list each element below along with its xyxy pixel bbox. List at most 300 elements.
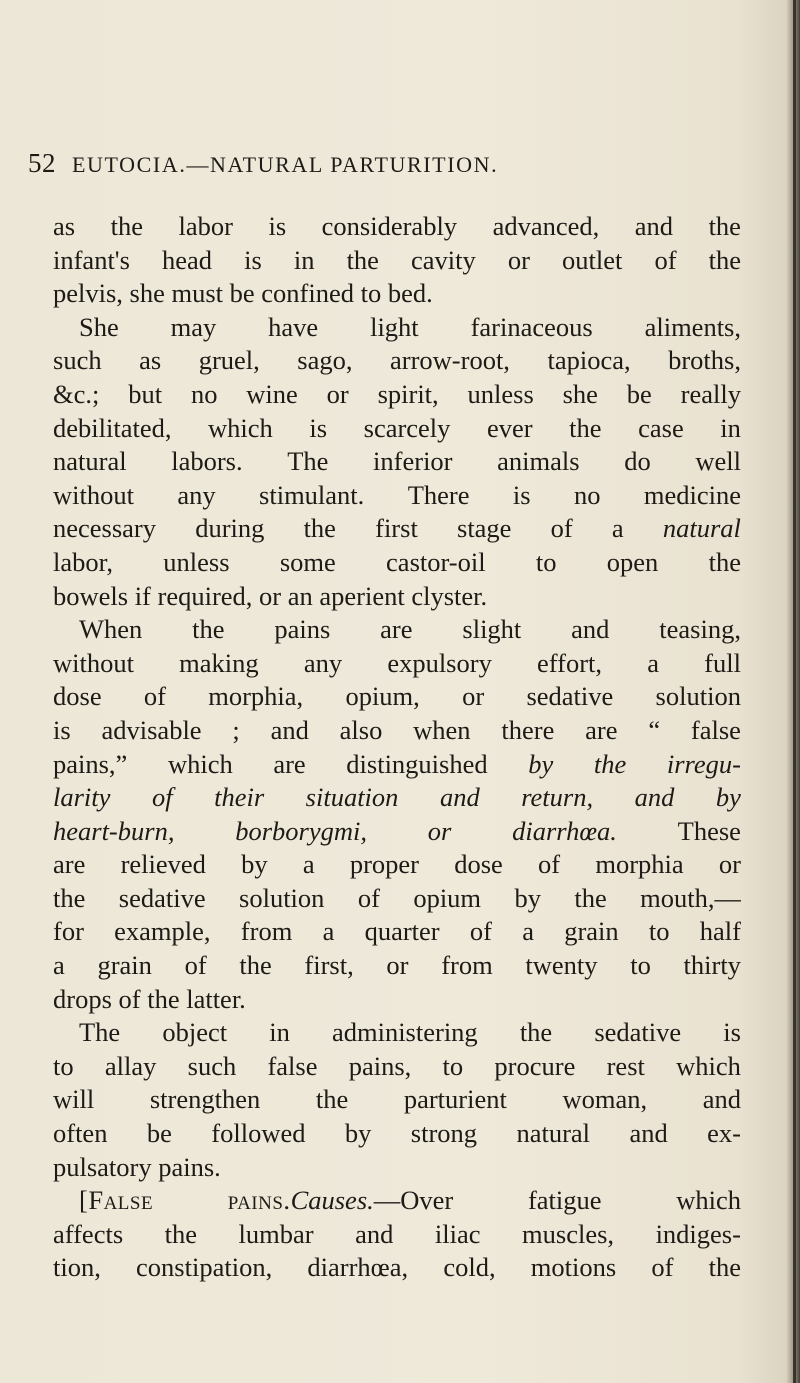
word xyxy=(53,1251,101,1285)
word xyxy=(211,1117,305,1151)
text-run: is xyxy=(723,1017,741,1048)
text-run: by xyxy=(344,1118,372,1149)
word xyxy=(53,848,85,882)
word xyxy=(378,378,439,412)
text-run: farinaceous xyxy=(470,311,593,342)
text-run: advanced, xyxy=(492,211,600,241)
word xyxy=(709,1251,741,1285)
word xyxy=(656,1218,741,1252)
text-run: or xyxy=(462,681,485,712)
word xyxy=(520,1016,552,1050)
word xyxy=(373,445,452,479)
text-run: a xyxy=(53,950,65,981)
text-run: muscles, xyxy=(522,1218,615,1249)
word xyxy=(470,915,492,949)
word xyxy=(268,210,286,244)
text-line xyxy=(53,546,741,580)
word xyxy=(271,714,309,748)
text-run: but xyxy=(128,378,163,409)
text-run: spirit, xyxy=(377,378,439,409)
word xyxy=(162,244,212,278)
text-run: first xyxy=(375,513,418,544)
text-line xyxy=(53,983,741,1017)
text-run: —Over xyxy=(373,1185,454,1216)
word xyxy=(494,1050,575,1084)
text-run: iliac xyxy=(434,1218,481,1249)
word xyxy=(53,546,113,580)
italic-text: by xyxy=(528,748,554,779)
word xyxy=(179,647,259,681)
word xyxy=(208,412,273,446)
text-run: from xyxy=(441,950,493,981)
text-run: arrow-root, xyxy=(390,345,510,376)
text-run: the xyxy=(164,1218,198,1249)
word xyxy=(246,378,298,412)
word xyxy=(163,546,229,580)
word xyxy=(53,479,134,513)
text-run: is xyxy=(512,479,531,510)
text-run: morphia xyxy=(595,849,684,880)
text-run: relieved xyxy=(120,849,206,880)
word xyxy=(322,210,457,244)
text-run: The xyxy=(79,1017,121,1048)
word xyxy=(695,445,741,479)
text-run: medicine xyxy=(643,479,741,510)
word xyxy=(443,1251,495,1285)
text-run: also xyxy=(339,714,383,745)
word xyxy=(594,748,626,782)
text-run: a xyxy=(611,513,624,544)
text-run: sago, xyxy=(297,345,353,376)
word xyxy=(607,546,659,580)
word xyxy=(332,1016,478,1050)
text-run: parturient xyxy=(403,1084,507,1115)
word xyxy=(347,244,379,278)
text-run: advisable xyxy=(101,714,202,745)
word xyxy=(136,1251,272,1285)
word xyxy=(471,311,593,345)
text-run: considerably xyxy=(321,211,458,241)
text-run: some xyxy=(279,546,336,577)
text-run: the xyxy=(708,244,741,275)
text-run: followed xyxy=(211,1118,306,1149)
word xyxy=(659,613,741,647)
word xyxy=(595,848,683,882)
word xyxy=(651,1251,673,1285)
word xyxy=(528,1184,602,1218)
word xyxy=(607,1050,645,1084)
text-run: without xyxy=(53,647,134,678)
word xyxy=(644,479,741,513)
text-line xyxy=(53,1251,741,1285)
text-line xyxy=(53,1151,741,1185)
text-run: sedative xyxy=(118,882,206,913)
text-run: are xyxy=(273,748,306,779)
word xyxy=(574,882,606,916)
text-run: opium, xyxy=(345,681,420,712)
word xyxy=(304,647,342,681)
word xyxy=(487,412,533,446)
word xyxy=(185,949,207,983)
word xyxy=(150,1083,260,1117)
text-line xyxy=(53,680,741,714)
word xyxy=(53,445,127,479)
text-run: and xyxy=(571,614,610,645)
text-run: of xyxy=(550,513,573,544)
text-run: diarrhœa, xyxy=(307,1252,409,1283)
word xyxy=(304,949,353,983)
text-line xyxy=(53,311,741,345)
word xyxy=(594,1016,681,1050)
text-line xyxy=(53,848,741,882)
text-run: which xyxy=(676,1050,741,1081)
word xyxy=(375,512,418,546)
word xyxy=(53,210,75,244)
italic-text: Causes. xyxy=(290,1185,374,1216)
text-line xyxy=(53,1050,741,1084)
text-run: of xyxy=(357,882,380,913)
word xyxy=(512,815,617,849)
text-run: cold, xyxy=(443,1252,496,1283)
word xyxy=(228,1184,453,1218)
page-header xyxy=(28,148,768,178)
text-run: solution xyxy=(239,882,325,913)
word xyxy=(411,244,476,278)
text-run: by xyxy=(241,849,268,880)
word xyxy=(192,613,224,647)
text-run: dose xyxy=(454,849,503,880)
text-run: in xyxy=(269,1017,290,1048)
text-run: the xyxy=(708,1252,741,1283)
word xyxy=(513,479,531,513)
text-line xyxy=(53,781,741,815)
text-run: pelvis, she must be confined to bed. xyxy=(53,278,433,309)
word xyxy=(493,210,600,244)
text-run: is xyxy=(309,412,328,443)
word xyxy=(719,848,741,882)
text-run: or xyxy=(326,378,349,409)
word xyxy=(716,781,741,815)
text-run: quarter xyxy=(364,916,440,947)
text-line xyxy=(53,210,741,244)
text-run: do xyxy=(624,446,651,477)
word xyxy=(547,344,630,378)
word xyxy=(563,378,598,412)
text-run: bowels if required, or an aperient clyster. xyxy=(53,580,488,611)
text-run: the xyxy=(519,1017,553,1048)
word xyxy=(386,546,486,580)
word xyxy=(268,311,318,345)
italic-text: return, xyxy=(521,782,594,813)
text-run: really xyxy=(680,378,741,409)
word xyxy=(79,1184,153,1218)
word xyxy=(303,848,315,882)
word xyxy=(630,949,651,983)
word xyxy=(525,949,597,983)
binding-edge xyxy=(793,0,796,1383)
text-run: false xyxy=(690,714,741,745)
word xyxy=(516,1117,590,1151)
word xyxy=(462,613,521,647)
text-run: the xyxy=(53,882,86,913)
text-run: to xyxy=(535,546,557,577)
word xyxy=(53,378,99,412)
text-run: administering xyxy=(331,1017,478,1048)
word xyxy=(105,1050,157,1084)
text-run: These xyxy=(677,815,741,846)
word xyxy=(114,915,210,949)
word xyxy=(564,915,618,949)
text-run: strong xyxy=(410,1118,478,1149)
text-run: are xyxy=(53,849,86,880)
text-run: wine xyxy=(246,378,298,409)
word xyxy=(177,479,215,513)
text-run: fatigue xyxy=(527,1185,602,1216)
italic-text: situation xyxy=(305,782,399,813)
text-run: of xyxy=(184,950,207,981)
text-run: grain xyxy=(564,916,619,947)
italic-text: or xyxy=(427,815,452,846)
word xyxy=(468,378,534,412)
italic-text: by xyxy=(715,782,741,813)
word xyxy=(273,748,305,782)
text-run: and xyxy=(629,1118,668,1149)
word xyxy=(53,1218,123,1252)
text-run: stage xyxy=(457,513,512,544)
text-run: to xyxy=(442,1050,464,1081)
word xyxy=(269,1016,290,1050)
text-line xyxy=(53,815,741,849)
word xyxy=(297,344,352,378)
word xyxy=(53,815,174,849)
word xyxy=(364,412,451,446)
word xyxy=(562,1083,647,1117)
word xyxy=(199,344,260,378)
word xyxy=(709,546,741,580)
text-run: pains xyxy=(274,614,331,645)
text-run: example, xyxy=(114,916,211,947)
word xyxy=(195,512,264,546)
text-run: tion, xyxy=(53,1252,101,1283)
text-run: open xyxy=(606,546,659,577)
word xyxy=(53,1117,107,1151)
word xyxy=(522,1218,614,1252)
text-run: motions xyxy=(530,1252,617,1283)
word xyxy=(345,1117,372,1151)
word xyxy=(700,915,741,949)
word xyxy=(585,714,617,748)
text-run: no xyxy=(190,378,218,409)
word xyxy=(562,244,622,278)
text-run: morphia, xyxy=(208,681,304,712)
word xyxy=(267,1050,317,1084)
word xyxy=(147,1117,172,1151)
word xyxy=(656,680,741,714)
word xyxy=(404,1083,507,1117)
text-line xyxy=(53,1117,741,1151)
word xyxy=(709,244,741,278)
text-run: &c.; xyxy=(53,378,100,409)
word xyxy=(663,512,741,546)
word xyxy=(239,1218,314,1252)
text-run: affects xyxy=(53,1218,124,1249)
text-run: slight xyxy=(462,614,522,645)
word xyxy=(349,1050,412,1084)
word xyxy=(638,412,684,446)
word xyxy=(346,748,487,782)
text-run: is xyxy=(268,211,287,241)
text-run: any xyxy=(177,479,216,510)
text-run: ; xyxy=(232,714,240,745)
text-run: there xyxy=(501,714,555,745)
word xyxy=(53,512,156,546)
text-run: labor, xyxy=(53,546,114,577)
text-line xyxy=(53,445,741,479)
text-run: broths, xyxy=(668,345,741,376)
text-run: a xyxy=(647,647,659,678)
word xyxy=(569,412,601,446)
text-run: to xyxy=(648,916,670,947)
text-run: animals xyxy=(497,446,580,477)
word xyxy=(53,781,110,815)
word xyxy=(152,781,173,815)
word xyxy=(53,915,84,949)
text-run: or xyxy=(718,849,741,880)
word xyxy=(53,244,130,278)
text-run: mouth,— xyxy=(640,882,741,913)
word xyxy=(307,1251,408,1285)
text-run: when xyxy=(413,714,471,745)
word xyxy=(304,512,336,546)
text-run: which xyxy=(167,748,233,779)
text-run: will xyxy=(53,1084,95,1115)
text-run: the xyxy=(708,211,741,241)
text-line xyxy=(53,1016,741,1050)
text-run: sedative xyxy=(526,681,614,712)
text-run: full xyxy=(704,647,741,678)
word xyxy=(139,344,161,378)
word xyxy=(462,680,484,714)
text-run: by xyxy=(514,882,541,913)
text-run: gruel, xyxy=(198,345,260,376)
word xyxy=(413,882,481,916)
text-run: allay xyxy=(104,1050,157,1081)
word xyxy=(188,1050,237,1084)
text-line xyxy=(53,344,741,378)
word xyxy=(386,949,408,983)
word xyxy=(79,311,119,345)
text-run: to xyxy=(630,950,651,981)
word xyxy=(128,378,162,412)
text-run: in xyxy=(720,412,741,443)
word xyxy=(691,714,741,748)
word xyxy=(647,647,659,681)
word xyxy=(668,344,741,378)
text-line xyxy=(53,479,741,513)
text-run: grain xyxy=(97,950,152,981)
word xyxy=(411,1117,477,1151)
word xyxy=(704,647,741,681)
text-run: is xyxy=(244,244,262,275)
italic-text: irregu- xyxy=(666,748,741,779)
word xyxy=(53,714,71,748)
text-line xyxy=(53,512,741,546)
word xyxy=(514,882,541,916)
word xyxy=(168,748,233,782)
word xyxy=(111,210,143,244)
text-run: thirty xyxy=(683,950,741,981)
word xyxy=(191,378,218,412)
page-number: 52 xyxy=(28,148,56,178)
text-run: the xyxy=(346,244,379,275)
text-run: labor xyxy=(178,211,233,241)
word xyxy=(678,815,741,849)
text-line xyxy=(53,613,741,647)
word xyxy=(526,680,613,714)
word xyxy=(309,412,327,446)
word xyxy=(235,815,367,849)
text-run: be xyxy=(626,378,652,409)
word xyxy=(627,378,652,412)
text-run: the xyxy=(239,950,272,981)
word xyxy=(612,512,624,546)
text-run: pulsatory pains. xyxy=(53,1151,221,1182)
text-run: from xyxy=(240,916,293,947)
italic-text: and xyxy=(634,782,675,813)
text-run: natural xyxy=(53,446,127,477)
text-line xyxy=(53,949,741,983)
text-run: half xyxy=(699,916,741,947)
text-run: proper xyxy=(349,849,420,880)
text-run: aliments, xyxy=(644,311,741,342)
text-run: well xyxy=(695,446,741,477)
text-run: debilitated, xyxy=(53,412,172,443)
word xyxy=(239,882,324,916)
word xyxy=(707,1117,741,1151)
text-run: or xyxy=(386,950,409,981)
word xyxy=(241,848,268,882)
text-run: light xyxy=(370,311,419,342)
word xyxy=(239,949,271,983)
word xyxy=(294,244,315,278)
text-run: the xyxy=(315,1084,349,1115)
word xyxy=(441,949,493,983)
word xyxy=(53,647,134,681)
text-run: object xyxy=(162,1017,228,1048)
text-run: a xyxy=(522,916,534,947)
small-caps-text: pains. xyxy=(227,1185,291,1216)
text-run: She xyxy=(79,311,119,342)
word xyxy=(53,1083,94,1117)
word xyxy=(457,512,511,546)
text-run: to xyxy=(53,1050,74,1081)
italic-text: their xyxy=(214,782,265,813)
word xyxy=(551,512,573,546)
word xyxy=(121,848,206,882)
word xyxy=(531,1251,616,1285)
text-run: case xyxy=(638,412,684,443)
word xyxy=(345,680,419,714)
word xyxy=(538,848,560,882)
italic-text: larity xyxy=(53,782,111,813)
text-run: inferior xyxy=(373,446,453,477)
italic-text: diarrhœa. xyxy=(512,815,617,846)
text-run: cavity xyxy=(411,244,476,275)
text-run: indiges- xyxy=(655,1218,741,1249)
word xyxy=(53,748,127,782)
word xyxy=(144,680,166,714)
small-caps-text: [False xyxy=(79,1185,154,1216)
